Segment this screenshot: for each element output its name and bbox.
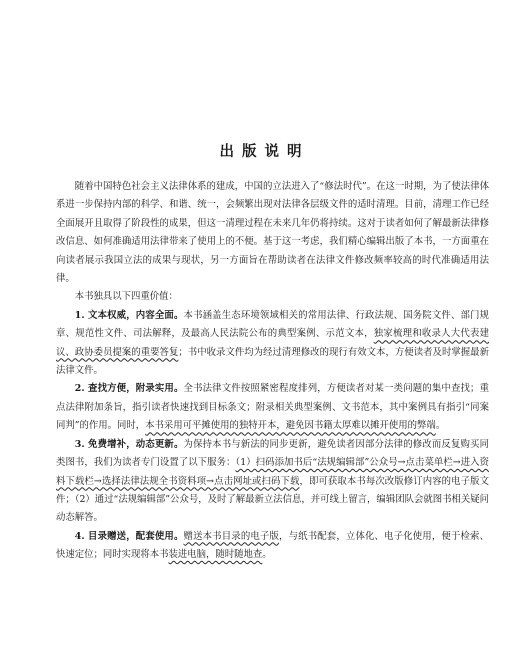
intro-paragraph: 随着中国特色社会主义法律体系的建成，中国的立法进入了“修法时代”。在这一时期，为了使法律体系进一步保持内部的科学、和谐、统一，会频繁出现对法律各层级文件的适时清理。目前，清理工作已经全面展开且取得了阶段性的成果，但这一清理过程在未来几年仍将持续。这对于读者如何了解最新法律修改信息、如何准确适用法律带来了使用上的不便。基于这一考虑，我们精心编辑出版了本书，一方面重在向读者展示我国立法的成果与现状，另一方面旨在帮助读者在法律文件修改频率较高的时代准确适用法律。	[56, 181, 489, 285]
value-item-4	[56, 528, 489, 565]
document-body	[56, 178, 489, 565]
value-item-3	[56, 436, 489, 528]
value-item-2-heading: 2. 查找方便，附录实用。	[74, 383, 184, 395]
value-item-4-emphasis-2: 装进电脑，随时随地查	[168, 549, 263, 561]
value-item-3-emphasis: （1）扫码添加书后“法规编辑部”公众号→点击菜单栏→进入资料下载栏→选择法律法规全书资料项→点击网址或扫码下载	[56, 457, 489, 487]
value-summary-paragraph: 本书独具以下四重价值：	[74, 291, 178, 303]
value-item-3-text: 为保持本书与新法的同步更新，避免读者因部分法律的修改而反复购买同类图书，我们为读者专门设置了以下服务：	[56, 438, 489, 469]
value-item-2-text: 全书法律文件按照紧密程度排列，方便读者对某一类问题的集中查找；重点法律附加条旨，指引读者快速找到目标条文；附录相关典型案例、文书范本，其中案例具有指引“同案同判”的作用。同时，	[56, 383, 489, 432]
value-item-1-text-end: ；书中收录文件均为经过清理修改的现行有效文本，方便读者及时掌握最新法律文件。	[56, 346, 489, 377]
value-item-1	[56, 307, 489, 381]
value-item-4-heading: 4. 目录赠送，配套使用。	[74, 530, 184, 542]
value-item-1-emphasis: 独家梳理和收录人大代表建议、政协委员提案的重要答复	[56, 328, 489, 358]
value-item-2-emphasis: 本书采用可平摊使用的独特开本，避免因书籍太厚难以摊开使用的弊端	[145, 420, 436, 432]
value-item-2	[56, 380, 489, 435]
value-item-4-text: ，与纸书配套，立体化、电子化使用，便于检索、快速定位；同时实现将本书	[56, 530, 489, 561]
value-item-3-text-end: ，即可获取本书每次改版修订内容的电子版文件；（2）通过“法规编辑部”公众号，及时了解最新立法信息，并可线上留言，编辑团队会就图书相关疑问动态解答。	[56, 475, 489, 524]
value-item-1-text: 本书涵盖生态环境领域相关的常用法律、行政法规、国务院文件、部门规章、规范性文件、司法解释，及最高人民法院公布的典型案例、示范文本，	[56, 309, 489, 340]
value-item-4-text-end: 。	[262, 549, 272, 561]
value-item-4-emphasis: 赠送本书目录的电子版	[183, 530, 280, 542]
value-item-1-heading: 1. 文本权威，内容全面。	[74, 309, 184, 321]
page-title: 出版说明	[219, 143, 310, 160]
value-item-3-heading: 3. 免费增补，动态更新。	[74, 438, 184, 450]
value-item-2-text-end: 。	[435, 420, 446, 432]
